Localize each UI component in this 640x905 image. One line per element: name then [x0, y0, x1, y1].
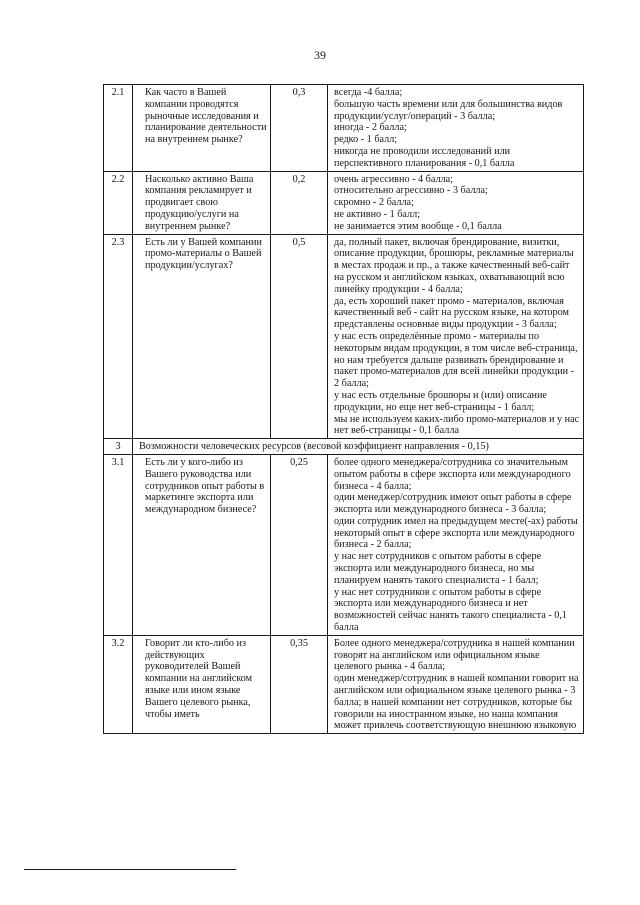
evaluation-table: [103, 84, 584, 734]
row-number: 3.1: [104, 454, 133, 635]
row-number: 2.1: [104, 85, 133, 172]
answer-option: скромно - 2 балла;: [334, 197, 414, 209]
question-cell: Есть ли у Вашей компании промо-материалы о Вашей продукции/услугах?: [133, 234, 271, 439]
table-row: [104, 171, 584, 234]
answer-option: относительно агрессивно - 3 балла;: [334, 185, 488, 197]
answer-option: у нас нет сотрудников с опытом работы в сфере экспорта или международного бизнеса, но мы планируем нанять такого специалиста - 1 балл;: [334, 551, 542, 586]
answer-option: у нас есть определённые промо - материалы по некоторым видам продукции, в том числе веб-страница, но нам требуется дальше развивать брендирование и пакет промо-материалов для всей линейки продукции - 2 балла;: [334, 330, 578, 390]
question-cell: Насколько активно Ваша компания рекламирует и продвигает свою продукцию/услуги на внутреннем рынке?: [133, 171, 271, 234]
weight-cell: 0,2: [271, 171, 328, 234]
table-row: [104, 85, 584, 172]
table-row: [104, 234, 584, 439]
table-row: [104, 635, 584, 733]
weight-cell: 0,35: [271, 635, 328, 733]
answer-option: один менеджер/сотрудник имеют опыт работы в сфере экспорта или международного бизнеса - 3 балла;: [334, 492, 572, 516]
answer-option: у нас нет сотрудников с опытом работы в сфере экспорта или международного бизнеса и нет возможностей сейчас нанять такого специалиста - 0,1 балла: [334, 586, 567, 634]
row-number: 3.2: [104, 635, 133, 733]
answer-option: мы не используем каких-либо промо-материалов и у нас нет веб-страницы - 0,1 балла: [334, 413, 580, 437]
answer-option: не занимается этим вообще - 0,1 балла: [334, 220, 502, 232]
answer-option: один сотрудник имел на предыдущем месте(-ах) работы некоторый опыт в сфере экспорта или международного бизнеса - 2 балла;: [334, 515, 578, 551]
section-title: Возможности человеческих ресурсов (весовой коэффициент направления - 0,15): [133, 439, 584, 455]
answers-cell: [328, 85, 584, 172]
answer-option: да, есть хороший пакет промо - материалов, включая качественный веб - сайт на русском языке, на котором представлены основные виды продукции - 3 балла;: [334, 295, 569, 331]
answer-option: более одного менеджера/сотрудника со значительным опытом работы в сфере экспорта или международного бизнеса - 4 балла;: [334, 456, 571, 492]
answers-cell: [328, 234, 584, 439]
weight-cell: 0,5: [271, 234, 328, 439]
answer-option: у нас есть отдельные брошюры и (или) описание продукции, но еще нет веб-страницы - 1 балл;: [334, 389, 547, 413]
answer-option: большую часть времени или для большинства видов продукции/услуг/операций - 3 балла;: [334, 98, 563, 122]
weight-cell: 0,25: [271, 454, 328, 635]
question-cell: Как часто в Вашей компании проводятся рыночные исследования и планирование деятельности на внутреннем рынке?: [133, 85, 271, 172]
question-cell: Есть ли у кого-либо из Вашего руководства или сотрудников опыт работы в маркетинге экспорта или международном бизнесе?: [133, 454, 271, 635]
answers-cell: [328, 171, 584, 234]
answers-cell: [328, 454, 584, 635]
answer-option: один менеджер/сотрудник в нашей компании говорит на английском или официальном языке целевого рынка - 3 балла; в нашей компании нет сотрудников, которые бы говорили на иностранном языке, но наша компания может привлечь соответствующую внешнюю языковую: [334, 673, 579, 732]
answer-option: Более одного менеджера/сотрудника в нашей компании говорят на английском или официальном языке целевого рынка - 4 балла;: [334, 637, 575, 673]
answer-option: да, полный пакет, включая брендирование, визитки, описание продукции, брошюры, рекламные материалы в местах продаж и пр., а также качественный веб-сайт на русском и английском языках, охватывающий всю линейку продукции - 4 балла;: [334, 236, 574, 295]
page-number: 39: [314, 48, 326, 62]
answer-option: всегда -4 балла;: [334, 87, 403, 98]
answer-option: не активно - 1 балл;: [334, 208, 421, 220]
answer-option: иногда - 2 балла;: [334, 122, 407, 134]
answer-option: никогда не проводили исследований или перспективного планирования - 0,1 балла: [334, 145, 515, 169]
answers-cell: [328, 635, 584, 733]
question-cell: Говорит ли кто-либо из действующих руководителей Вашей компании на английском языке или ином языке Вашего целевого рынка, чтобы иметь: [133, 635, 271, 733]
answer-option: очень агрессивно - 4 балла;: [334, 173, 453, 185]
section-number: 3: [104, 439, 133, 455]
weight-cell: 0,3: [271, 85, 328, 172]
row-number: 2.2: [104, 171, 133, 234]
table-row: [104, 454, 584, 635]
footnote-separator: [24, 869, 236, 870]
section-row: [104, 439, 584, 455]
row-number: 2.3: [104, 234, 133, 439]
answer-option: редко - 1 балл;: [334, 134, 398, 146]
